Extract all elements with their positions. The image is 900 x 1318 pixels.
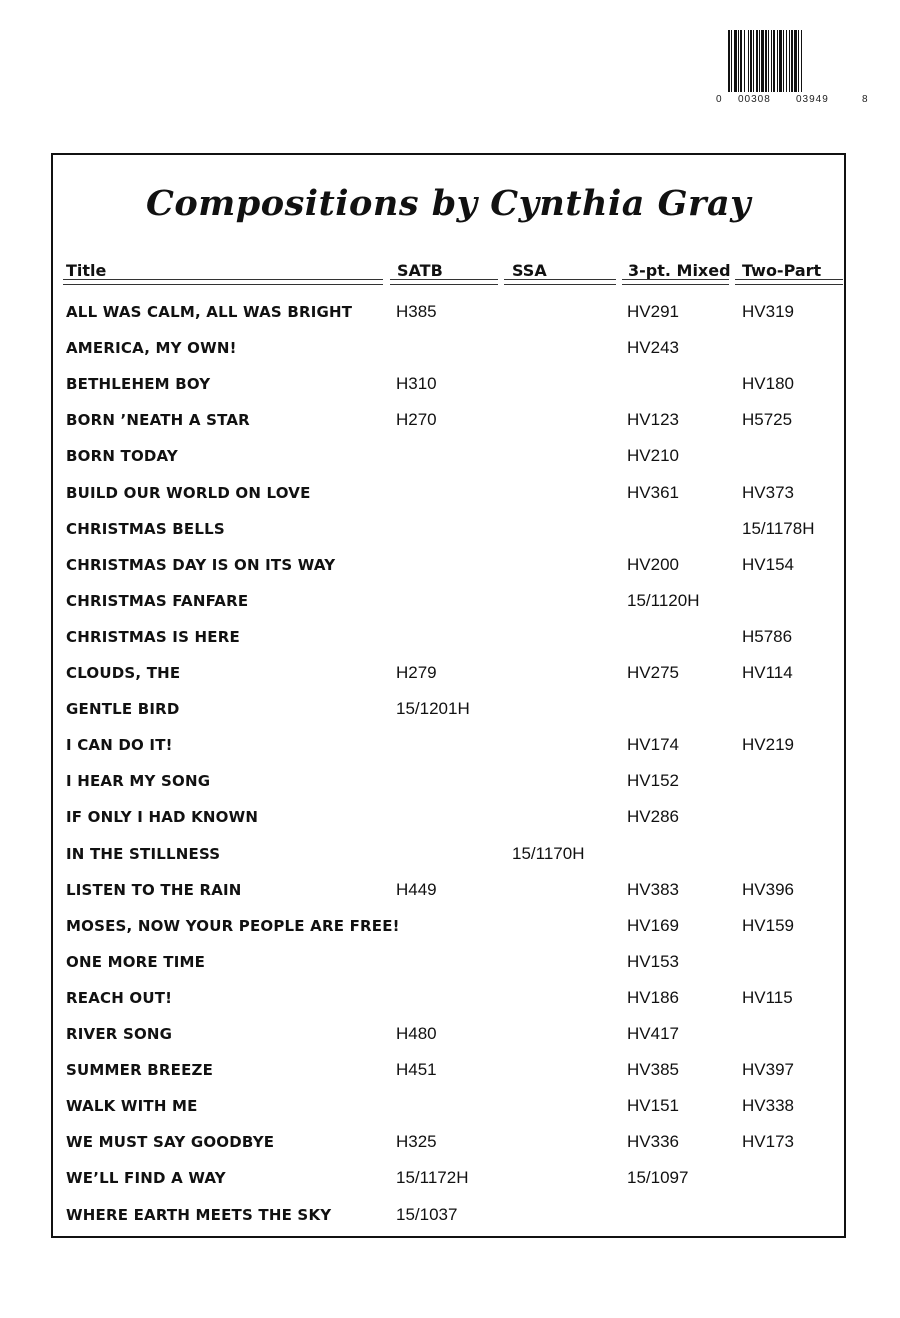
title-cell: WALK WITH ME (66, 1097, 198, 1116)
mixed-cell: HV383 (627, 879, 679, 899)
table-row (53, 374, 844, 410)
mixed-cell: HV275 (627, 663, 679, 682)
mixed-cell: HV286 (627, 807, 679, 827)
table-row (53, 988, 844, 1024)
table-row (53, 880, 844, 916)
table-row (53, 1060, 844, 1096)
mixed-cell: HV186 (627, 987, 679, 1007)
header-rule-ssa (504, 279, 616, 285)
table-row (53, 1096, 844, 1132)
satb-cell: H385 (396, 302, 437, 321)
satb-cell: H270 (396, 410, 437, 430)
title-cell: BETHLEHEM BOY (66, 375, 211, 394)
satb-cell: H451 (396, 1060, 437, 1080)
barcode-bars (728, 30, 856, 92)
mixed-cell: HV151 (627, 1096, 679, 1116)
table-row (53, 446, 844, 482)
mixed-cell: HV361 (627, 482, 679, 502)
two-part-cell: HV373 (742, 482, 794, 502)
satb-cell: H325 (396, 1132, 437, 1152)
table-row (53, 1205, 844, 1241)
title-cell: BUILD OUR WORLD ON LOVE (66, 483, 311, 502)
header-rule-two-part (735, 279, 843, 285)
table-row (53, 771, 844, 807)
table-row (53, 338, 844, 374)
title-cell: MOSES, NOW YOUR PEOPLE ARE FREE! (66, 916, 400, 935)
compositions-box (51, 153, 846, 1238)
title-cell: I HEAR MY SONG (66, 772, 211, 791)
satb-cell: 15/1172H (396, 1168, 469, 1188)
mixed-cell: HV123 (627, 410, 679, 430)
title-cell: BORN TODAY (66, 447, 178, 466)
title-cell: WE MUST SAY GOODBYE (66, 1133, 275, 1152)
title-cell: I CAN DO IT! (66, 736, 173, 755)
title-cell: WHERE EARTH MEETS THE SKY (66, 1205, 332, 1224)
barcode-group-1: 00308 (738, 94, 771, 105)
two-part-cell: HV115 (742, 987, 793, 1007)
table-row (53, 302, 844, 338)
title-cell: CHRISTMAS DAY IS ON ITS WAY (66, 555, 336, 574)
title-cell: BORN ’NEATH A STAR (66, 411, 250, 430)
two-part-cell: HV338 (742, 1096, 794, 1116)
header-rule-satb (390, 279, 498, 285)
two-part-cell: HV219 (742, 735, 794, 755)
two-part-cell: HV173 (742, 1132, 794, 1152)
barcode-group-2: 03949 (796, 94, 829, 105)
barcode-trail-digit: 8 (862, 94, 868, 105)
ssa-cell: 15/1170H (512, 843, 585, 863)
two-part-cell: HV396 (742, 879, 794, 899)
two-part-cell: HV319 (742, 302, 794, 321)
table-row (53, 410, 844, 446)
table-row (53, 519, 844, 555)
title-cell: SUMMER BREEZE (66, 1061, 214, 1080)
satb-cell: 15/1037 (396, 1204, 458, 1224)
title-cell: IN THE STILLNESS (66, 844, 221, 863)
header-rule-title (63, 279, 383, 285)
table-row (53, 844, 844, 880)
satb-cell: H449 (396, 879, 437, 899)
two-part-cell: HV180 (742, 374, 794, 394)
title-cell: RIVER SONG (66, 1025, 173, 1043)
satb-cell: 15/1201H (396, 699, 470, 719)
mixed-cell: HV152 (627, 771, 679, 791)
title-cell: ALL WAS CALM, ALL WAS BRIGHT (66, 303, 353, 321)
barcode-bar (802, 30, 803, 92)
title-cell: GENTLE BIRD (66, 700, 180, 719)
two-part-cell: HV159 (742, 915, 794, 935)
title-cell: CHRISTMAS FANFARE (66, 591, 249, 610)
title-cell: REACH OUT! (66, 988, 173, 1007)
table-row (53, 483, 844, 519)
mixed-cell: HV385 (627, 1060, 679, 1080)
table-row (53, 807, 844, 843)
title-cell: WE’LL FIND A WAY (66, 1169, 226, 1188)
two-part-cell: HV154 (742, 554, 794, 574)
title-cell: ONE MORE TIME (66, 952, 206, 971)
table-row (53, 591, 844, 627)
mixed-cell: HV417 (627, 1024, 679, 1043)
barcode-lead-digit: 0 (716, 94, 722, 105)
title-cell: AMERICA, MY OWN! (66, 339, 237, 358)
mixed-cell: HV169 (627, 915, 679, 935)
title-cell: IF ONLY I HAD KNOWN (66, 808, 259, 827)
table-row (53, 1132, 844, 1168)
page-title: Compositions by Cynthia Gray (146, 183, 751, 224)
table-row (53, 1024, 844, 1060)
column-header-two-part: Two-Part (742, 261, 822, 280)
two-part-cell: H5786 (742, 626, 793, 646)
table-row (53, 916, 844, 952)
mixed-cell: HV291 (627, 302, 679, 321)
title-cell: CHRISTMAS IS HERE (66, 627, 240, 646)
mixed-cell: HV243 (627, 338, 679, 358)
barcode (716, 30, 870, 110)
table-row (53, 735, 844, 771)
two-part-cell: H5725 (742, 410, 793, 430)
mixed-cell: HV336 (627, 1132, 679, 1152)
two-part-cell: HV114 (742, 663, 793, 682)
satb-cell: H310 (396, 374, 437, 394)
title-cell: CLOUDS, THE (66, 664, 181, 682)
column-header-3pt-mixed: 3-pt. Mixed (628, 261, 731, 280)
title-cell: LISTEN TO THE RAIN (66, 880, 242, 899)
satb-cell: H480 (396, 1024, 437, 1043)
mixed-cell: HV153 (627, 951, 679, 971)
title-cell: CHRISTMAS BELLS (66, 519, 225, 538)
table-row (53, 1168, 844, 1204)
table-row (53, 627, 844, 663)
table-row (53, 699, 844, 735)
mixed-cell: HV200 (627, 554, 679, 574)
two-part-cell: 15/1178H (742, 518, 815, 538)
column-header-ssa: SSA (512, 261, 547, 280)
mixed-cell: 15/1097 (627, 1168, 689, 1188)
mixed-cell: HV174 (627, 735, 679, 755)
table-row (53, 555, 844, 591)
satb-cell: H279 (396, 663, 437, 682)
column-header-satb: SATB (397, 261, 443, 280)
header-rule-3pt-mixed (622, 279, 729, 285)
table-row (53, 663, 844, 699)
mixed-cell: HV210 (627, 446, 679, 466)
two-part-cell: HV397 (742, 1060, 794, 1080)
mixed-cell: 15/1120H (627, 590, 700, 610)
column-header-title: Title (66, 261, 107, 280)
table-row (53, 952, 844, 988)
